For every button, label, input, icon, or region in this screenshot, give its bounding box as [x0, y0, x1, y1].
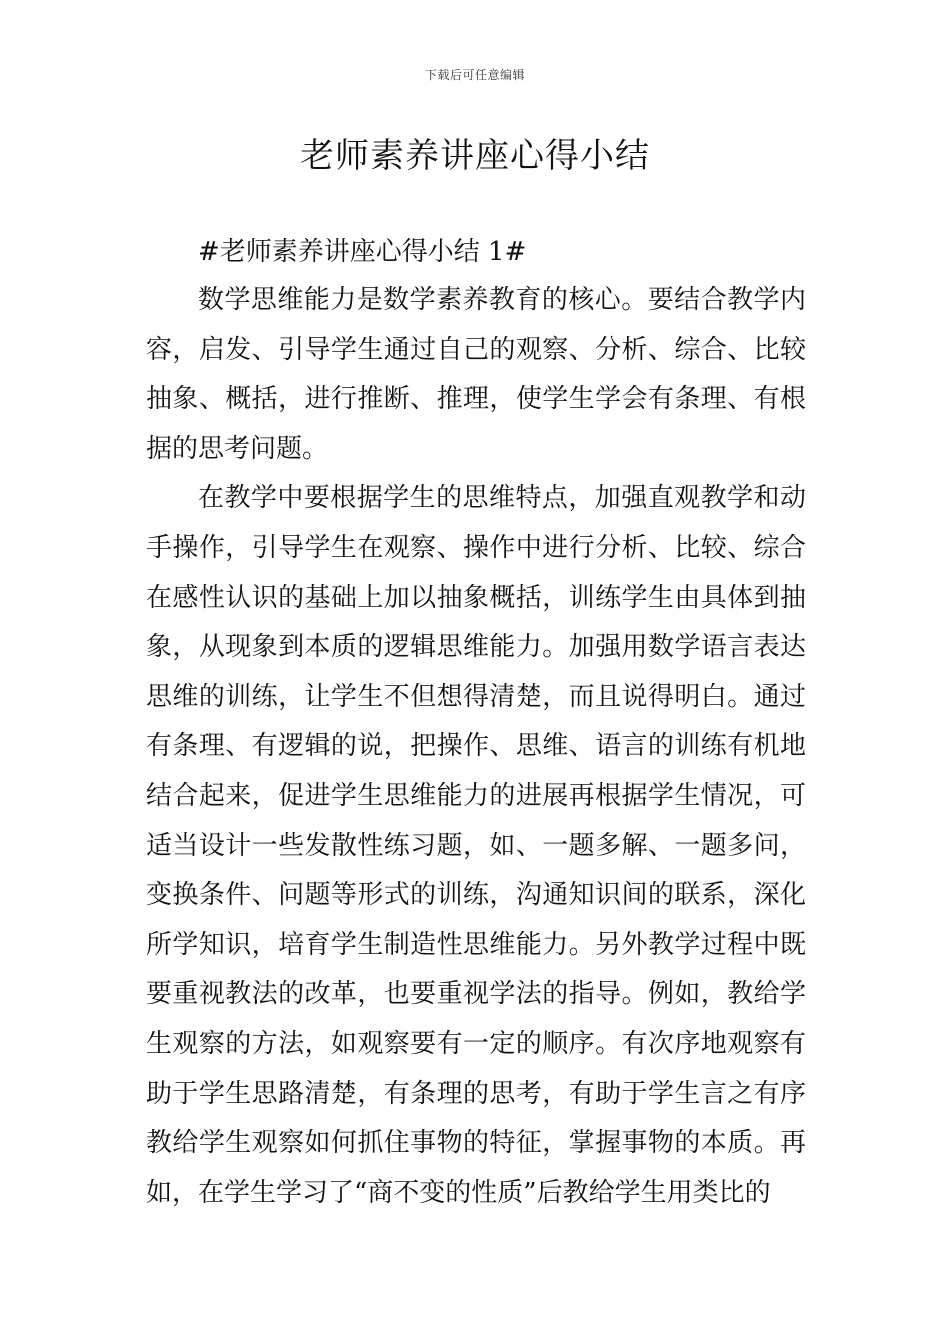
header-note: 下载后可任意编辑 — [424, 68, 525, 82]
document-title: 老师素养讲座心得小结 — [300, 136, 650, 176]
paragraph-1: 数学思维能力是数学素养教育的核心。要结合教学内容，启发、引导学生通过自己的观察、分析、综合、比较抽象、概括，进行推断、推理，使学生学会有条理、有根据的思考问题。 — [146, 285, 806, 464]
section-heading: #老师素养讲座心得小结 1# — [198, 237, 527, 267]
paragraph-2: 在教学中要根据学生的思维特点，加强直观教学和动手操作，引导学生在观察、操作中进行分析、比较、综合在感性认识的基础上加以抽象概括，训练学生由具体到抽象，从现象到本质的逻辑思维能力。加强用数学语言表达思维的训练，让学生不但想得清楚，而且说得明白。通过有条理、有逻辑的说，把操作、思维、语言的训练有机地结合起来，促进学生思维能力的进展再根据学生情况，可适当设计一些发散性练习题，如、一题多解、一题多问，变换条件、问题等形式的训练，沟通知识间的联系，深化所学知识，培育学生制造性思维能力。另外教学过程中既要重视教法的改革，也要重视学法的指导。例如，教给学生观察的方法，如观察要有一定的顺序。有次序地观察有助于学生思路清楚，有条理的思考，有助于学生言之有序教给学生观察如何抓住事物的特征，掌握事物的本质。再如，在学生学习了“商不变的性质”后教给学生用类比的 — [146, 483, 806, 1208]
document-body — [146, 232, 806, 1218]
